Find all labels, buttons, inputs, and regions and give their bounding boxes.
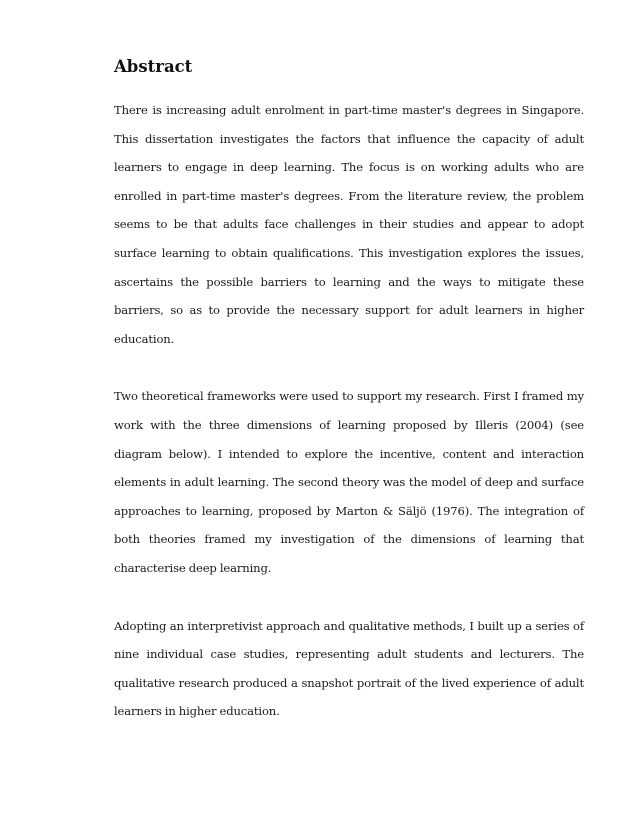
abstract-paragraph-2: Two theoretical frameworks were used to support my research. First I framed my work with the three dimensions of learning proposed by Illeris (2004) (see diagram below). I intended to explore the incentive, content and interaction elements in adult learning. The second theory was the model of deep and surface approaches to learning, proposed by Marton & Säljö (1976). The integration of both theories framed my investigation of the dimensions of learning that characterise deep learning.	[114, 389, 584, 575]
abstract-heading: Abstract	[114, 57, 193, 76]
abstract-paragraph-3: Adopting an interpretivist approach and qualitative methods, I built up a series of nine individual case studies, representing adult students and lecturers. The qualitative research produced a snapshot portrait of the lived experience of adult learners in higher education.	[114, 618, 584, 719]
abstract-paragraph-1: There is increasing adult enrolment in part-time master's degrees in Singapore. This dissertation investigates the factors that influence the capacity of adult learners to engage in deep learning. The focus is on working adults who are enrolled in part-time master's degrees. From the literature review, the problem seems to be that adults face challenges in their studies and appear to adopt surface learning to obtain qualifications. This investigation explores the issues, ascertains the possible barriers to learning and the ways to mitigate these barriers, so as to provide the necessary support for adult learners in higher education.	[114, 103, 584, 346]
abstract-section	[114, 54, 584, 755]
